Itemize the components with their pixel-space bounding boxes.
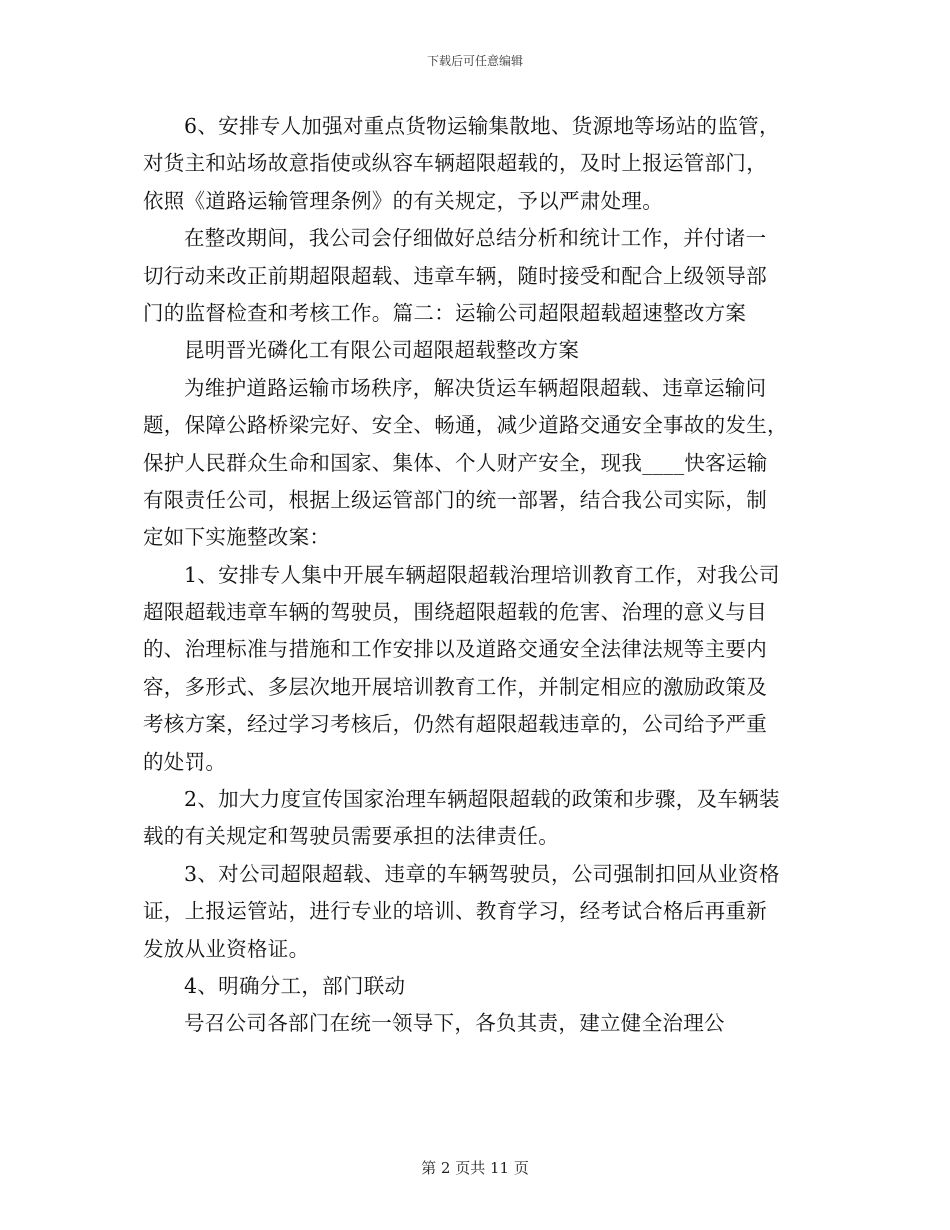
paragraph-line: 昆明晋光磷化工有限公司超限超载整改方案: [184, 338, 580, 363]
document-body: [143, 108, 807, 1043]
paragraph-line: 门的监督检查和考核工作。篇二：运输公司超限超载超速整改方案: [143, 300, 747, 325]
paragraph-line: 证，上报运管站，进行专业的培训、教育学习，经考试合格后再重新: [143, 899, 767, 924]
paragraph-line: 对货主和站场故意指使或纵容车辆超限超载的，及时上报运管部门，: [143, 151, 767, 176]
paragraph-line: 的、治理标准与措施和工作安排以及道路交通安全法律法规等主要内: [143, 637, 767, 662]
paragraph-line: 题，保障公路桥梁完好、安全、畅通，减少道路交通安全事故的发生，: [143, 413, 788, 438]
paragraph-line: 考核方案，经过学习考核后，仍然有超限超载违章的，公司给予严重: [143, 712, 767, 737]
paragraph-line: 2、加大力度宣传国家治理车辆超限超载的政策和步骤，及车辆装: [184, 787, 780, 812]
paragraph-line: 依照《道路运输管理条例》的有关规定，予以严肃处理。: [143, 188, 663, 213]
paragraph-line: 的处罚。: [143, 749, 227, 774]
paragraph-line: 3、对公司超限超载、违章的车辆驾驶员，公司强制扣回从业资格: [184, 861, 780, 886]
paragraph-line: 容，多形式、多层次地开展培训教育工作，并制定相应的激励政策及: [143, 674, 767, 699]
page-header: 下载后可任意编辑: [426, 54, 523, 68]
paragraph-line: 定如下实施整改案：: [143, 525, 331, 550]
paragraph-line: 发放从业资格证。: [143, 936, 310, 961]
paragraph-line: 有限责任公司，根据上级运管部门的统一部署，结合我公司实际，制: [143, 487, 767, 512]
page-footer: 第 2 页共 11 页: [421, 1159, 529, 1177]
paragraph-line: 超限超载违章车辆的驾驶员，围绕超限超载的危害、治理的意义与目: [143, 600, 767, 625]
paragraph-line: 切行动来改正前期超限超载、违章车辆，随时接受和配合上级领导部: [143, 263, 767, 288]
paragraph-line: 号召公司各部门在统一领导下，各负其责，建立健全治理公: [184, 1011, 725, 1036]
paragraph-line: 6、安排专人加强对重点货物运输集散地、货源地等场站的监管，: [184, 114, 780, 138]
paragraph-line: 为维护道路运输市场秩序，解决货运车辆超限超载、违章运输问: [184, 375, 767, 400]
paragraph-line: 在整改期间，我公司会仔细做好总结分析和统计工作，并付诸一: [184, 226, 767, 251]
paragraph-line: 1、安排专人集中开展车辆超限超载治理培训教育工作，对我公司: [184, 562, 780, 587]
paragraph-line: 4、明确分工，部门联动: [184, 973, 406, 998]
paragraph-line: 载的有关规定和驾驶员需要承担的法律责任。: [143, 824, 559, 849]
paragraph-line: 保护人民群众生命和国家、集体、个人财产安全，现我____快客运输: [143, 450, 768, 475]
